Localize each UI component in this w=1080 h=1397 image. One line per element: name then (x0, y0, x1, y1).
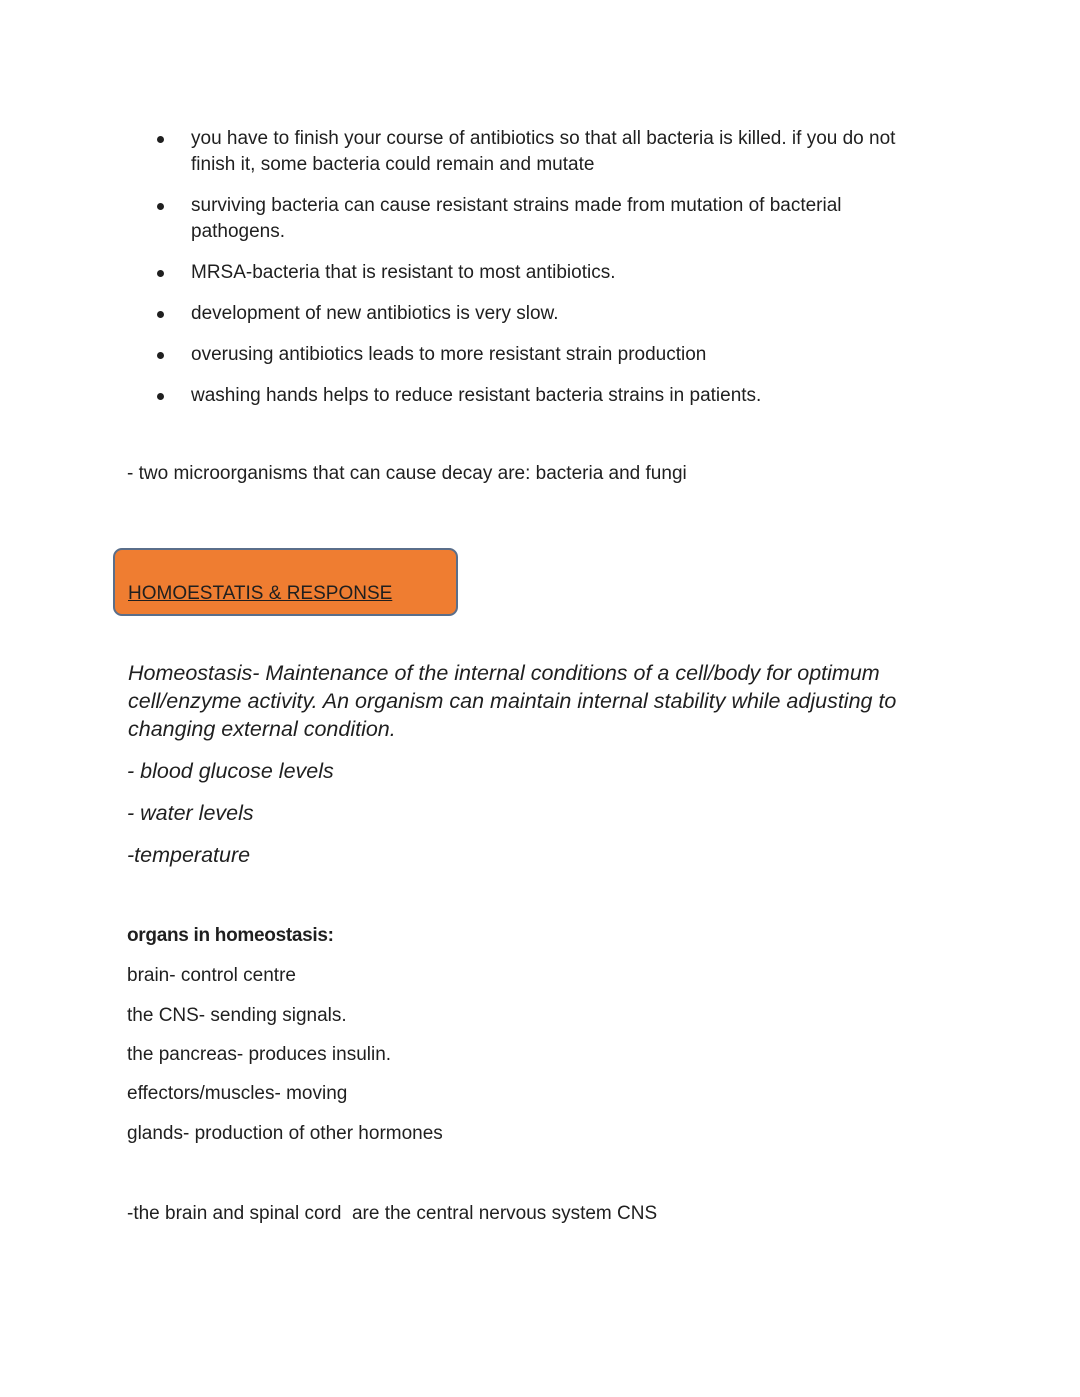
organ-item-brain: brain- control centre (127, 965, 296, 986)
section-heading-box (113, 548, 458, 616)
bullet-dot-icon (157, 270, 164, 277)
cns-definition-line: -the brain and spinal cord are the central nervous system CNS (127, 1203, 658, 1224)
organ-item-effectors: effectors/muscles- moving (127, 1083, 348, 1104)
antibiotics-bullet-list (150, 126, 940, 424)
bullet-item-mrsa (150, 260, 940, 286)
bullet-text: surviving bacteria can cause resistant strains made from mutation of bacterial pathogens. (191, 195, 842, 242)
homeostasis-factor-glucose: - blood glucose levels (127, 759, 334, 783)
bullet-text: MRSA-bacteria that is resistant to most antibiotics. (191, 262, 616, 283)
bullet-dot-icon (157, 203, 164, 210)
bullet-text: you have to finish your course of antibiotics so that all bacteria is killed. if you do not finish it, some bacteria could remain and mutate (191, 128, 896, 175)
bullet-text: washing hands helps to reduce resistant bacteria strains in patients. (191, 385, 762, 406)
bullet-item-finish-course (150, 126, 940, 178)
bullet-item-surviving-bacteria (150, 193, 940, 245)
bullet-text: development of new antibiotics is very slow. (191, 303, 559, 324)
bullet-text: overusing antibiotics leads to more resistant strain production (191, 344, 707, 365)
organs-heading: organs in homeostasis: (127, 925, 334, 946)
homeostasis-definition: Homeostasis- Maintenance of the internal conditions of a cell/body for optimum cell/enzyme activity. An organism can maintain internal stability while adjusting to changing external condition. (128, 661, 897, 741)
section-heading: HOMOESTATIS & RESPONSE (128, 583, 393, 604)
homeostasis-factor-water: - water levels (127, 801, 254, 825)
organ-item-cns: the CNS- sending signals. (127, 1005, 347, 1026)
bullet-item-overusing (150, 342, 940, 368)
bullet-dot-icon (157, 393, 164, 400)
bullet-dot-icon (157, 311, 164, 318)
bullet-item-washing-hands (150, 383, 940, 409)
decay-microorganisms-line: - two microorganisms that can cause decay are: bacteria and fungi (127, 463, 687, 484)
bullet-dot-icon (157, 136, 164, 143)
organ-item-glands: glands- production of other hormones (127, 1123, 443, 1144)
bullet-item-new-antibiotics (150, 301, 940, 327)
homeostasis-factor-temperature: -temperature (127, 843, 251, 867)
organ-item-pancreas: the pancreas- produces insulin. (127, 1044, 392, 1065)
bullet-dot-icon (157, 352, 164, 359)
